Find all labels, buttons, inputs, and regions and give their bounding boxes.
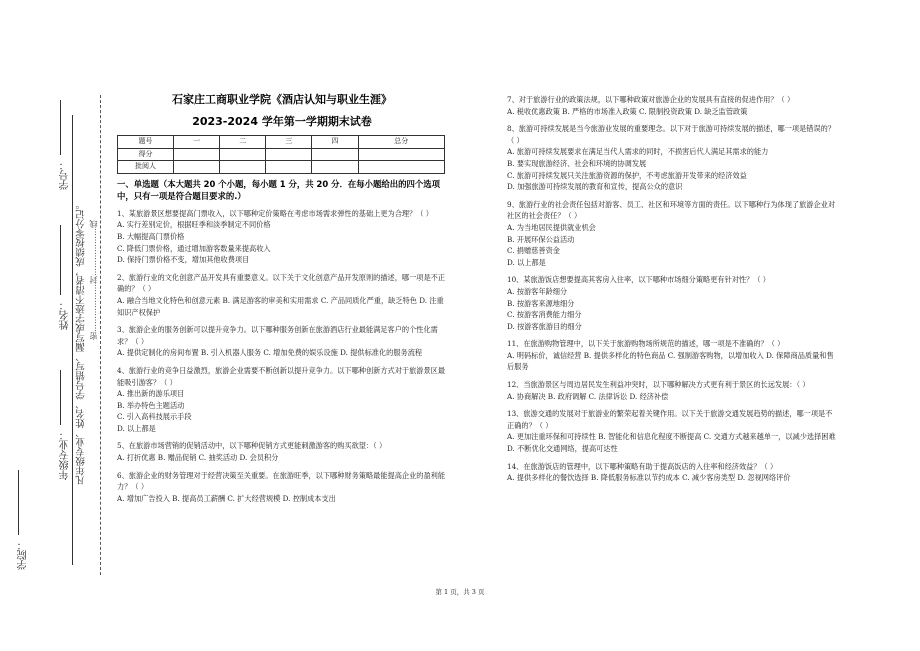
answer-option: D. 以上都是 bbox=[507, 257, 546, 267]
answer-option: A. 协商解决 B. 政府调解 C. 法律诉讼 D. 经济补偿 bbox=[507, 391, 669, 401]
grader-cell[interactable] bbox=[220, 161, 266, 174]
student-id-label: 学号： bbox=[60, 160, 71, 190]
answer-option: A. 增加广告投入 B. 提高员工薪酬 C. 扩大经营规模 D. 控制成本支出 bbox=[117, 493, 336, 503]
page-footer: 第 1 页，共 3 页 bbox=[435, 588, 485, 596]
grade-major-label: 年级专业： bbox=[60, 430, 71, 480]
answer-option: C. 旅游可持续发展只关注旅游资源的保护，不考虑旅游开发带来的经济效益 bbox=[507, 170, 747, 180]
grade-major-underline bbox=[60, 370, 61, 425]
question-stem: 2、旅游行业的文化创意产品开发具有重要意义。以下关于文化创意产品开发原则的描述，哪一项是不正确的？（ ） bbox=[117, 272, 446, 294]
answer-option: A. 为当地居民提供就业机会 bbox=[507, 222, 596, 232]
question-item bbox=[507, 379, 837, 402]
question-stem: 7、对于旅游行业的政策法规，以下哪种政策对旅游企业的发展具有直接的促进作用？（ ） bbox=[507, 95, 795, 104]
score-table-header: 总分 bbox=[358, 136, 445, 149]
answer-option: C. 按游客消费能力细分 bbox=[507, 310, 582, 320]
score-table-header: 三 bbox=[266, 136, 312, 149]
score-table-header-row bbox=[118, 136, 445, 149]
name-underline bbox=[60, 225, 61, 295]
question-item bbox=[117, 208, 447, 266]
question-item bbox=[117, 470, 447, 505]
question-stem: 5、在旅游市场营销的促销活动中，以下哪种促销方式更能刺激游客的购买欲望：（ ） bbox=[117, 441, 387, 451]
question-item bbox=[507, 274, 837, 332]
score-table-header: 题号 bbox=[118, 136, 174, 149]
grader-cell[interactable] bbox=[266, 161, 312, 174]
college-underline bbox=[18, 470, 19, 535]
answer-option: B. 按游客来源地细分 bbox=[507, 298, 575, 308]
question-item bbox=[507, 199, 837, 269]
answer-option: A. 实行差别定价，根据旺季和淡季制定不同价格 bbox=[117, 220, 271, 230]
score-table-header: 一 bbox=[174, 136, 220, 149]
score-cell[interactable] bbox=[266, 148, 312, 161]
question-stem: 8、旅游可持续发展是当今旅游业发展的重要理念。以下对于旅游可持续发展的描述，哪一项是错误的？（ ） bbox=[507, 124, 836, 145]
grader-cell[interactable] bbox=[358, 161, 445, 174]
score-row bbox=[118, 148, 445, 161]
question-item bbox=[117, 365, 447, 435]
grader-cell[interactable] bbox=[174, 161, 220, 174]
right-question-list bbox=[507, 94, 837, 484]
question-stem: 3、旅游企业的服务创新可以提升竞争力。以下哪种服务创新在旅游酒店行业最能满足客户的个性化需求？（ ） bbox=[117, 325, 438, 346]
question-item bbox=[507, 94, 837, 117]
answer-option: A. 提供定制化的房间布置 B. 引入机器人服务 C. 增加免费的娱乐设施 D. 提供标准化的服务流程 bbox=[117, 348, 423, 358]
answer-option: A. 融合当地文化特色和创意元素 B. 满足游客的审美和实用需求 C. 产品同质化严重，缺乏特色 D. 注重知识产权保护 bbox=[117, 295, 444, 317]
score-table-header: 二 bbox=[220, 136, 266, 149]
student-id-underline bbox=[60, 100, 61, 155]
score-row-label: 得分 bbox=[118, 148, 174, 161]
answer-option: A. 明码标价，诚信经营 B. 提供多样化的特色商品 C. 强制游客购物，以增加收入 D. 保障商品质量和售后服务 bbox=[507, 350, 834, 372]
college-label: 学院： bbox=[18, 540, 29, 570]
question-stem: 14、在旅游饭店的管理中，以下哪种策略有助于提高饭店的入住率和经济效益？（ ） bbox=[507, 461, 778, 471]
answer-option: C. 捐赠慈善资金 bbox=[507, 246, 560, 256]
answer-option: A. 打折优惠 B. 赠品促销 C. 抽奖活动 D. 会员积分 bbox=[117, 453, 279, 463]
answer-option: A. 税收优惠政策 B. 严格的市场准入政策 C. 限制投资政策 D. 缺乏监管政策 bbox=[507, 106, 748, 116]
answer-option: C. 降低门票价格，通过增加游客数量来提高收入 bbox=[117, 243, 271, 253]
question-item bbox=[117, 324, 447, 359]
answer-option: D. 保持门票价格不变，增加其他收费项目 bbox=[117, 255, 250, 265]
binding-margin bbox=[0, 0, 110, 600]
grader-row bbox=[118, 161, 445, 174]
question-stem: 12、当旅游景区与周边居民发生利益冲突时，以下哪种解决方式更有利于景区的长远发展：（ ） bbox=[507, 380, 810, 390]
exam-title: 2023-2024 学年第一学期期末试卷 bbox=[192, 115, 372, 128]
question-item bbox=[507, 338, 837, 373]
question-item bbox=[117, 440, 447, 463]
score-cell[interactable] bbox=[220, 148, 266, 161]
left-question-list bbox=[117, 208, 447, 505]
question-stem: 6、旅游企业的财务管理对于经营决策至关重要。在旅游旺季，以下哪种财务策略最能提高企业的盈利能力？（ ） bbox=[117, 470, 446, 492]
score-table-header: 四 bbox=[312, 136, 358, 149]
question-stem: 10、某旅游饭店想要提高其客房入住率，以下哪种市场细分策略更有针对性？（ ） bbox=[507, 275, 770, 285]
question-stem: 11、在旅游购物管理中，以下关于旅游购物场所规范的描述，哪一项是不准确的？（ ） bbox=[507, 339, 785, 349]
score-cell[interactable] bbox=[312, 148, 358, 161]
binding-solid-line bbox=[72, 115, 73, 565]
answer-option: D. 以上都是 bbox=[117, 423, 156, 433]
answer-option: B. 要实现旅游经济、社会和环境的协调发展 bbox=[507, 158, 647, 168]
answer-option: A. 旅游可持续发展要求在满足当代人需求的同时，不损害后代人满足其需求的能力 bbox=[507, 147, 769, 157]
question-stem: 1、某旅游景区想要提高门票收入，以下哪种定价策略在考虑市场需求弹性的基础上更为合理？（ ） bbox=[117, 208, 433, 218]
answer-option: B. 开展环保公益活动 bbox=[507, 234, 575, 244]
question-stem: 4、旅游行业的竞争日益激烈，旅游企业需要不断创新以提升竞争力。以下哪种创新方式对于旅游景区最能吸引游客？（ ） bbox=[117, 365, 446, 387]
name-label: 姓名： bbox=[60, 300, 71, 330]
right-column bbox=[507, 88, 837, 484]
cut-dash-line bbox=[100, 95, 101, 575]
answer-option: C. 引入高科技展示手段 bbox=[117, 412, 192, 422]
answer-option: A. 更加注重环保和可持续性 B. 智能化和信息化程度不断提高 C. 交通方式越来越单一，以减少选择困难 D. 不断优化交通网络，提高可达性 bbox=[507, 432, 836, 454]
cut-line-text: 密………………封………………线 bbox=[89, 220, 98, 340]
score-cell[interactable] bbox=[358, 148, 445, 161]
answer-option: B. 大幅提高门票价格 bbox=[117, 231, 185, 241]
answer-option: D. 按游客旅游目的细分 bbox=[507, 321, 582, 331]
question-item bbox=[507, 123, 837, 193]
grader-row-label: 批阅人 bbox=[118, 161, 174, 174]
answer-option: A. 按游客年龄细分 bbox=[507, 286, 568, 296]
question-stem: 9、旅游行业的社会责任包括对游客、员工、社区和环境等方面的责任。以下哪种行为体现了旅游企业对社区的社会责任？（ ） bbox=[507, 199, 836, 221]
answer-option: A. 提供多样化的餐饮选择 B. 降低服务标准以节约成本 C. 减少客房类型 D. 忽视网络评价 bbox=[507, 473, 791, 483]
question-item bbox=[507, 461, 837, 484]
grader-cell[interactable] bbox=[312, 161, 358, 174]
score-cell[interactable] bbox=[174, 148, 220, 161]
answer-option: B. 举办特色主题活动 bbox=[117, 400, 185, 410]
question-item bbox=[507, 408, 837, 454]
binding-instruction: 凡年级专业、姓名、学号错写、漏写或字迹不清者，成绩按零分记。 bbox=[76, 200, 87, 485]
question-stem: 13、旅游交通的发展对于旅游业的繁荣起着关键作用。以下关于旅游交通发展趋势的描述，哪一项是不正确的？（ ） bbox=[507, 409, 833, 430]
school-title: 石家庄工商职业学院《酒店认知与职业生涯》 bbox=[172, 93, 392, 106]
answer-option: D. 加强旅游可持续发展的教育和宣传，提高公众的意识 bbox=[507, 182, 683, 192]
question-item bbox=[117, 272, 447, 318]
score-table bbox=[117, 135, 445, 174]
answer-option: A. 推出新的游乐项目 bbox=[117, 389, 185, 399]
left-column bbox=[117, 92, 447, 504]
section-heading: 一、单选题（本大题共 20 个小题，每小题 1 分，共 20 分．在每小题给出的四个选项中，只有一项是符合题目要求的.） bbox=[117, 178, 441, 201]
